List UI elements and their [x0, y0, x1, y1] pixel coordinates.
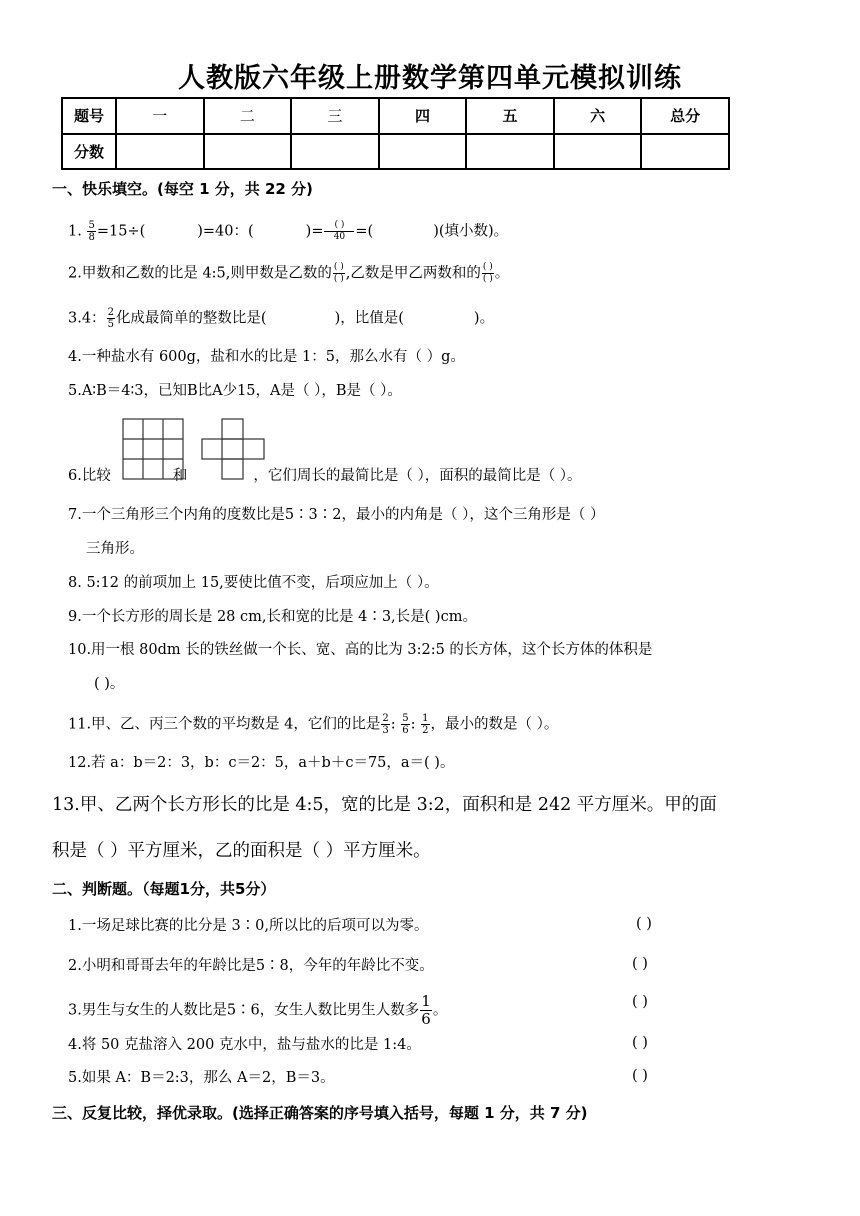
question-7: 7.一个三角形三个内角的度数比是5∶3∶2，最小的内角是（ ），这个三角形是（ ） [68, 507, 605, 523]
score-col-5: 五 [466, 98, 554, 134]
score-col-total: 总分 [641, 98, 729, 134]
question-8: 8. 5:12 的前项加上 15,要使比值不变，后项应加上（ ）。 [68, 575, 439, 591]
fraction: $\frac{5}{6}$ [402, 713, 409, 736]
question-2: 2.甲数和乙数的比是 4:5,则甲数是乙数的 $\frac{( )}{( )}$ ,乙数是甲乙两数和的 $\frac{( )}{( )}$ 。 [68, 262, 510, 284]
score-col-4: 四 [379, 98, 467, 134]
section3-heading: 三、反复比较，择优录取。(选择正确答案的序号填入括号，每题 1 分，共 7 分) [52, 1104, 588, 1122]
score-col-1: 一 [116, 98, 204, 134]
score-col-6: 六 [554, 98, 642, 134]
fraction: $\frac{2}{5}$ [107, 307, 114, 330]
score-cell[interactable] [641, 134, 729, 170]
fraction: $\frac{2}{3}$ [382, 713, 389, 736]
question-11: 11.甲、乙、丙三个数的平均数是 4，它们的比是 $\frac{2}{3}$ : $\frac{5}{6}$ : $\frac{1}{2}$ ，最小的数是（ ）。 [68, 713, 559, 736]
score-cell[interactable] [116, 134, 204, 170]
judge-item-3: 3.男生与女生的人数比是5∶6，女生人数比男生人数多 $\frac{1}{6}$ 。 [68, 992, 448, 1028]
score-col-3: 三 [291, 98, 379, 134]
fraction: $\frac{( )}{40}$ [324, 220, 354, 243]
section1-heading: 一、快乐填空。(每空 1 分，共 22 分) [52, 180, 313, 198]
question-1: 1. $\frac{5}{8}$ =15÷( )=40：( )= $\frac{( )}{40}$ =( )(填小数)。 [68, 220, 509, 243]
judge-item-4: 4.将 50 克盐溶入 200 克水中，盐与盐水的比是 1:4。 [68, 1037, 421, 1053]
score-table [61, 97, 730, 170]
answer-paren[interactable]: ( ) [632, 1068, 648, 1084]
square-grid-figure [122, 418, 184, 480]
question-12: 12.若 a：b＝2：3，b：c＝2：5，a＋b＋c＝75，a＝( )。 [68, 755, 455, 771]
answer-paren[interactable]: ( ) [636, 916, 652, 932]
score-table-row-label: 题号 [62, 98, 116, 134]
answer-paren[interactable]: ( ) [632, 1035, 648, 1051]
cross-shape-figure [201, 418, 265, 480]
judge-item-5: 5.如果 A：B＝2:3，那么 A＝2，B＝3。 [68, 1070, 335, 1086]
question-5: 5.A∶B＝4∶3，已知B比A少15，A是（ ），B是（ ）。 [68, 383, 402, 399]
score-cell[interactable] [466, 134, 554, 170]
question-10: 10.用一根 80dm 长的铁丝做一个长、宽、高的比为 3:2:5 的长方体，这个长方体的体积是 [68, 642, 653, 658]
answer-paren[interactable]: ( ) [632, 994, 648, 1010]
score-col-2: 二 [204, 98, 292, 134]
question-10-cont: ( )。 [94, 676, 125, 692]
fraction: $\frac{( )}{( )}$ [482, 262, 493, 284]
score-table-score-row [62, 134, 729, 170]
fraction: $\frac{5}{8}$ [88, 220, 95, 243]
score-cell[interactable] [204, 134, 292, 170]
question-6: 6.比较 和 ，它们周长的最简比是（ ），面积的最简比是（ ）。 [68, 468, 582, 484]
fraction: $\frac{1}{2}$ [422, 713, 429, 736]
question-3: 3.4： $\frac{2}{5}$ 化成最简单的整数比是( )，比值是( )。 [68, 307, 495, 330]
score-table-row-label: 分数 [62, 134, 116, 170]
fraction: $\frac{1}{6}$ [421, 992, 431, 1028]
page-title: 人教版六年级上册数学第四单元模拟训练 [178, 63, 682, 94]
question-13-cont: 积是（ ）平方厘米，乙的面积是（ ）平方厘米。 [52, 841, 431, 861]
judge-item-1: 1.一场足球比赛的比分是 3∶0,所以比的后项可以为零。 [68, 918, 429, 934]
question-7-cont: 三角形。 [86, 541, 144, 557]
section2-heading: 二、判断题。（每题1分，共5分） [52, 880, 276, 898]
question-9: 9.一个长方形的周长是 28 cm,长和宽的比是 4∶3,长是( )cm。 [68, 609, 477, 625]
judge-item-2: 2.小明和哥哥去年的年龄比是5∶8，今年的年龄比不变。 [68, 958, 434, 974]
score-cell[interactable] [554, 134, 642, 170]
score-cell[interactable] [291, 134, 379, 170]
answer-paren[interactable]: ( ) [632, 956, 648, 972]
fraction: $\frac{( )}{( )}$ [333, 262, 344, 284]
score-table-header-row [62, 98, 729, 134]
question-13: 13.甲、乙两个长方形长的比是 4:5，宽的比是 3:2，面积和是 242 平方厘米。甲的面 [52, 795, 717, 815]
score-cell[interactable] [379, 134, 467, 170]
question-4: 4.一种盐水有 600g，盐和水的比是 1：5，那么水有（ ）g。 [68, 349, 465, 365]
